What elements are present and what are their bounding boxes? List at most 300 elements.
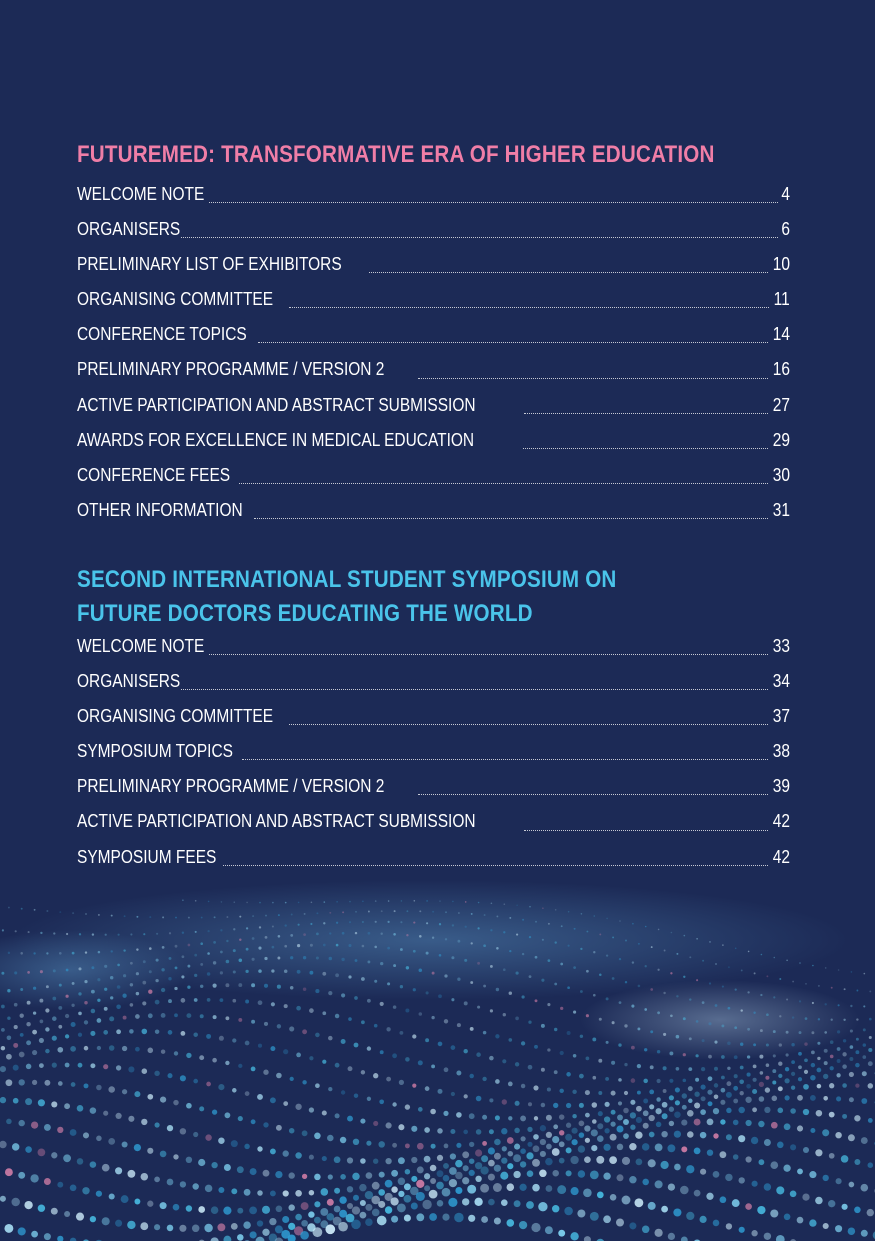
wave-particle (528, 1021, 531, 1024)
wave-particle (91, 990, 95, 994)
wave-particle (799, 1031, 802, 1034)
dot-leader (209, 653, 768, 655)
wave-particle (552, 1148, 560, 1156)
wave-particle (809, 1171, 816, 1178)
wave-particle (574, 928, 576, 930)
wave-particle (770, 1161, 778, 1169)
wave-particle (688, 1086, 693, 1091)
wave-particle (560, 963, 563, 966)
toc-entry[interactable] (77, 769, 790, 804)
wave-particle (649, 1104, 654, 1109)
wave-particle (72, 912, 74, 914)
wave-particle (78, 1063, 83, 1068)
wave-particle (284, 945, 287, 948)
wave-particle (606, 954, 608, 956)
toc-entry[interactable] (77, 247, 790, 282)
wave-particle (686, 1212, 694, 1220)
wave-particle (27, 971, 30, 974)
wave-particle (494, 1139, 501, 1146)
wave-particle (522, 995, 525, 998)
wave-particle (776, 1186, 784, 1194)
wave-particle (720, 1196, 727, 1203)
wave-particle (167, 1125, 173, 1131)
wave-particle (270, 1097, 276, 1103)
wave-particle (348, 1066, 353, 1071)
wave-particle (204, 1224, 212, 1232)
toc-entry[interactable] (77, 282, 790, 317)
wave-particle (662, 1113, 668, 1119)
wave-particle (374, 946, 377, 949)
wave-particle (148, 990, 152, 994)
wave-particle (20, 1033, 24, 1037)
wave-particle (246, 948, 249, 951)
wave-particle (416, 1192, 425, 1201)
wave-particle (334, 1156, 341, 1163)
wave-particle (251, 983, 255, 987)
wave-particle (361, 1020, 365, 1024)
wave-particle (316, 933, 319, 936)
wave-particle (245, 1041, 250, 1046)
wave-particle (422, 1200, 431, 1209)
wave-particle (552, 1136, 559, 1143)
toc-entry-label: ORGANISERS (77, 671, 181, 692)
toc-entry[interactable] (77, 664, 790, 699)
wave-particle (673, 1208, 681, 1216)
wave-particle (489, 1056, 494, 1061)
wave-particle (474, 1198, 482, 1206)
toc-entry[interactable] (77, 317, 790, 352)
toc-entry[interactable] (77, 423, 790, 458)
wave-particle (734, 1055, 738, 1059)
wave-particle (851, 971, 853, 973)
wave-particle (455, 1187, 462, 1194)
wave-particle (513, 1171, 520, 1178)
wave-particle (642, 1143, 650, 1151)
wave-particle (622, 1157, 630, 1165)
wave-particle (527, 1170, 534, 1177)
wave-particle (708, 1055, 712, 1059)
wave-particle (773, 996, 775, 998)
wave-particle (14, 971, 17, 974)
wave-particle (173, 1154, 178, 1159)
wave-particle (303, 956, 306, 959)
wave-particle (201, 917, 203, 919)
wave-particle (366, 1141, 371, 1146)
wave-particle (541, 1024, 545, 1028)
toc-entry-label: PRELIMINARY PROGRAMME / VERSION 2 (77, 359, 385, 380)
wave-particle (445, 938, 447, 940)
wave-particle (78, 967, 81, 970)
wave-particle (378, 1189, 385, 1196)
toc-entry-label: ORGANISING COMMITTEE (77, 706, 274, 727)
wave-particle (226, 960, 230, 964)
wave-particle (856, 990, 858, 992)
wave-particle (786, 1031, 789, 1034)
wave-particle (398, 1191, 404, 1197)
wave-particle (109, 1016, 114, 1021)
wave-particle (309, 1056, 313, 1060)
wave-particle (4, 1224, 13, 1233)
wave-particle (327, 1135, 334, 1142)
wave-particle (413, 950, 416, 953)
wave-particle (53, 932, 55, 934)
wave-particle (437, 1155, 443, 1161)
wave-particle (149, 970, 152, 973)
wave-particle (617, 1144, 623, 1150)
wave-particle (650, 1030, 653, 1033)
wave-particle (225, 1061, 229, 1065)
wave-particle (339, 1196, 346, 1203)
wave-particle (18, 1172, 25, 1179)
wave-particle (393, 964, 396, 967)
wave-particle (477, 1006, 480, 1009)
wave-particle (304, 913, 306, 915)
wave-particle (605, 1077, 609, 1081)
toc-entry-page: 27 (772, 394, 790, 415)
wave-particle (643, 1099, 648, 1104)
wave-particle (495, 1079, 500, 1084)
wave-particle (313, 1227, 323, 1237)
wave-particle (179, 1225, 186, 1232)
wave-particle (296, 1006, 301, 1011)
wave-particle (592, 1119, 597, 1124)
wave-particle (625, 940, 627, 942)
wave-particle (342, 911, 344, 913)
wave-particle (341, 1090, 345, 1094)
wave-particle (480, 1166, 488, 1174)
wave-particle (207, 998, 211, 1002)
wave-particle (160, 1151, 167, 1158)
wave-particle (448, 1198, 457, 1207)
wave-particle (6, 1119, 12, 1125)
wave-particle (66, 969, 69, 972)
wave-particle (469, 1158, 475, 1164)
wave-particle (282, 1216, 289, 1223)
wave-particle (213, 941, 216, 944)
wave-particle (667, 1144, 675, 1152)
wave-particle (444, 1067, 449, 1072)
dot-leader (289, 723, 768, 725)
wave-particle (437, 1200, 444, 1207)
wave-particle (578, 1145, 585, 1152)
wave-particle (655, 1144, 663, 1152)
wave-particle (258, 1044, 262, 1048)
wave-particle (726, 1108, 731, 1113)
wave-particle (799, 1000, 801, 1002)
wave-particle (154, 1224, 160, 1230)
wave-particle (534, 1045, 538, 1049)
wave-particle (531, 1223, 540, 1232)
toc-entry-label: CONFERENCE FEES (77, 464, 231, 485)
wave-particle (555, 909, 557, 911)
wave-particle (682, 1105, 687, 1110)
wave-particle (130, 1003, 134, 1007)
wave-particle (400, 985, 403, 988)
wave-particle (645, 926, 647, 928)
wave-particle (250, 1168, 257, 1175)
dot-leader (418, 377, 768, 379)
wave-particle (426, 952, 429, 955)
wave-particle (559, 1130, 564, 1135)
wave-particle (753, 1065, 757, 1069)
wave-particle (824, 1031, 827, 1034)
dot-leader (289, 306, 769, 308)
toc-entry[interactable] (77, 352, 790, 387)
wave-particle (38, 1149, 46, 1157)
wave-particle (603, 1173, 610, 1180)
wave-particle (496, 947, 499, 950)
wave-particle (232, 1038, 236, 1042)
wave-particle (372, 1182, 380, 1190)
toc-entry[interactable] (77, 388, 790, 423)
wave-particle (436, 1182, 444, 1190)
wave-particle (327, 1199, 334, 1206)
wave-particle (291, 914, 293, 916)
wave-particle (169, 932, 171, 934)
wave-particle (142, 981, 146, 985)
wave-particle (361, 1070, 365, 1074)
wave-particle (469, 1170, 475, 1176)
wave-particle (173, 1100, 178, 1105)
wave-particle (849, 1182, 855, 1188)
wave-particle (362, 945, 365, 948)
wave-particle (546, 1185, 553, 1192)
toc-entry[interactable] (77, 493, 790, 528)
wave-particle (738, 1177, 744, 1183)
wave-particle (82, 1187, 89, 1194)
wave-particle (559, 1141, 565, 1147)
wave-particle (405, 1009, 409, 1013)
wave-particle (380, 932, 382, 934)
wave-particle (155, 1029, 160, 1034)
wave-particle (180, 1128, 186, 1134)
wave-particle (643, 1110, 649, 1116)
wave-particle (869, 990, 871, 992)
wave-particle (401, 900, 403, 902)
wave-particle (340, 1137, 346, 1143)
toc-entry[interactable] (77, 177, 790, 212)
wave-particle (373, 1121, 378, 1126)
wave-particle (431, 1144, 436, 1149)
wave-particle (8, 907, 10, 909)
wave-particle (747, 991, 749, 993)
wave-particle (13, 1043, 18, 1048)
wave-particle (456, 1112, 462, 1118)
wave-particle (837, 1047, 841, 1051)
wave-particle (360, 1212, 367, 1219)
dot-leader (369, 271, 768, 273)
wave-particle (533, 1085, 538, 1090)
wave-particle (502, 1146, 507, 1151)
wave-particle (591, 1129, 598, 1136)
wave-particle (71, 1004, 74, 1007)
wave-particle (115, 1220, 122, 1227)
wave-particle (571, 1139, 577, 1145)
wave-particle (740, 1066, 744, 1070)
wave-particle (610, 1134, 617, 1141)
wave-particle (430, 1109, 436, 1115)
wave-particle (0, 1141, 7, 1149)
wave-particle (509, 991, 512, 994)
wave-particle (334, 1188, 340, 1194)
wave-particle (546, 1132, 552, 1138)
wave-particle (347, 1186, 353, 1192)
wave-particle (97, 978, 100, 981)
wave-particle (426, 900, 428, 902)
wave-particle (271, 1002, 275, 1006)
wave-particle (823, 1175, 829, 1181)
wave-particle (141, 1173, 149, 1181)
wave-particle (118, 934, 120, 936)
wave-particle (411, 1176, 417, 1182)
wave-particle (156, 933, 158, 935)
wave-particle (842, 1064, 847, 1069)
wave-particle (791, 1072, 795, 1076)
wave-particle (322, 1156, 327, 1161)
wave-particle (611, 1091, 616, 1096)
wave-particle (552, 1170, 559, 1177)
wave-particle (706, 1193, 713, 1200)
wave-particle (378, 1201, 385, 1208)
wave-particle (469, 1142, 474, 1147)
toc-entry[interactable] (77, 804, 790, 839)
wave-particle (520, 1161, 526, 1167)
toc-entry[interactable] (77, 629, 790, 664)
wave-particle (33, 1011, 36, 1014)
wave-particle (430, 1165, 437, 1172)
wave-particle (636, 1159, 643, 1166)
wave-particle (650, 988, 653, 991)
wave-particle (838, 1004, 840, 1006)
wave-particle (252, 937, 255, 940)
wave-particle (19, 1052, 25, 1058)
wave-particle (238, 1064, 242, 1068)
wave-particle (187, 965, 190, 968)
wave-particle (483, 944, 486, 947)
wave-particle (309, 1155, 314, 1160)
wave-particle (490, 1009, 493, 1012)
wave-particle (836, 1178, 842, 1184)
wave-particle (71, 1022, 76, 1027)
wave-particle (714, 1095, 719, 1100)
wave-particle (340, 1174, 346, 1180)
wave-particle (760, 1071, 764, 1075)
wave-particle (604, 1128, 609, 1133)
wave-particle (195, 931, 197, 933)
toc-entry[interactable] (77, 699, 790, 734)
toc-entry-label: ACTIVE PARTICIPATION AND ABSTRACT SUBMISSION (77, 394, 476, 415)
wave-particle (862, 1071, 867, 1076)
wave-particle (263, 1122, 268, 1127)
toc-entry-page: 38 (772, 741, 790, 762)
wave-particle (385, 1180, 393, 1188)
wave-particle (418, 1060, 423, 1065)
wave-particle (586, 1014, 589, 1017)
wave-particle (493, 1183, 502, 1192)
wave-particle (683, 1079, 687, 1083)
wave-particle (12, 1143, 19, 1150)
wave-particle (380, 1002, 384, 1006)
wave-particle (327, 1213, 335, 1221)
wave-particle (816, 1110, 823, 1117)
wave-particle (489, 1129, 494, 1134)
wave-particle (713, 1220, 720, 1227)
wave-particle (515, 1101, 520, 1106)
wave-particle (586, 970, 589, 973)
wave-particle (577, 1209, 585, 1217)
wave-particle (303, 933, 306, 936)
wave-particle (538, 1202, 547, 1211)
wave-particle (456, 1143, 461, 1148)
wave-particle (103, 1030, 108, 1035)
wave-particle (599, 974, 602, 977)
wave-particle (683, 976, 685, 978)
wave-particle (445, 911, 447, 913)
wave-particle (211, 1206, 219, 1214)
wave-particle (65, 1014, 69, 1018)
wave-particle (568, 945, 570, 947)
toc-entry[interactable] (77, 734, 790, 769)
wave-particle (541, 1103, 546, 1108)
wave-particle (377, 1216, 387, 1226)
section-title-line1: SECOND INTERNATIONAL STUDENT SYMPOSIUM ON (77, 566, 617, 593)
wave-particle (278, 935, 281, 938)
wave-particle (353, 1195, 359, 1201)
wave-particle (791, 1086, 795, 1090)
wave-particle (483, 985, 486, 988)
wave-particle (822, 1129, 829, 1136)
wave-particle (186, 1013, 191, 1018)
wave-particle (636, 1117, 642, 1123)
wave-particle (687, 1110, 694, 1117)
wave-particle (365, 1204, 372, 1211)
wave-particle (564, 1207, 573, 1216)
wave-particle (143, 933, 145, 935)
wave-particle (709, 982, 711, 984)
wave-particle (708, 1076, 713, 1081)
wave-particle (854, 1115, 860, 1121)
wave-particle (26, 1064, 32, 1070)
wave-particle (599, 1018, 602, 1021)
wave-particle (619, 1001, 622, 1004)
wave-particle (578, 1170, 585, 1177)
wave-particle (424, 1127, 430, 1133)
wave-particle (554, 1028, 557, 1031)
wave-particle (276, 1073, 282, 1079)
wave-particle (752, 1089, 757, 1094)
wave-particle (583, 1189, 592, 1198)
wave-particle (33, 987, 36, 990)
wave-particle (212, 1058, 217, 1063)
wave-particle (285, 924, 287, 926)
wave-particle (456, 1071, 461, 1076)
wave-particle (372, 1209, 380, 1217)
toc-entry[interactable] (77, 212, 790, 247)
wave-particle (805, 1017, 808, 1020)
wave-particle (141, 1119, 147, 1125)
wave-particle (249, 1207, 257, 1215)
wave-particle (161, 1013, 166, 1018)
wave-particle (96, 1191, 102, 1197)
wave-particle (169, 957, 172, 960)
wave-particle (194, 998, 198, 1002)
wave-particle (233, 949, 236, 952)
wave-particle (57, 1127, 63, 1133)
wave-particle (325, 1224, 335, 1234)
wave-particle (134, 1144, 141, 1151)
toc-entry[interactable] (77, 458, 790, 493)
wave-particle (239, 959, 243, 963)
